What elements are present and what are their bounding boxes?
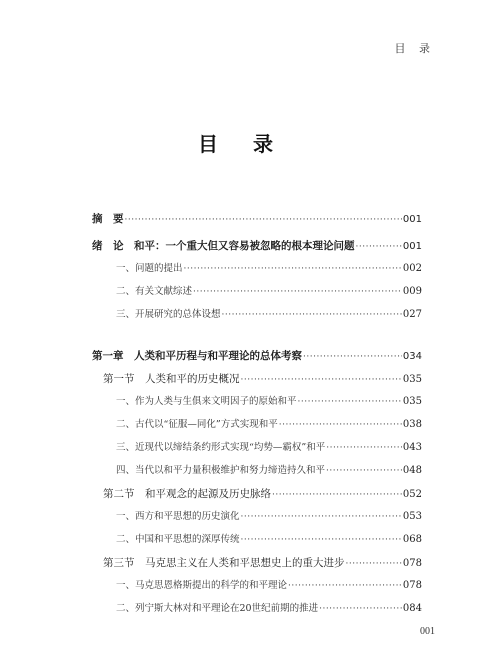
- toc-entry-ch1-section-2[interactable]: [92, 487, 422, 501]
- toc-entry-page: 002: [402, 263, 422, 274]
- toc-entry-page: 078: [402, 558, 422, 569]
- page-title: 目 录: [198, 132, 287, 156]
- toc-entry-label: 二、有关文献综述: [116, 286, 193, 297]
- page-number: 001: [420, 626, 435, 637]
- leader-dots: [346, 557, 402, 571]
- leader-dots: [356, 240, 402, 254]
- toc-entry-page: 053: [402, 511, 422, 522]
- toc-entry-page: 009: [402, 286, 422, 297]
- toc-entry-page: 084: [402, 603, 422, 614]
- toc-entry-page: 048: [402, 465, 422, 476]
- leader-dots: [326, 464, 402, 478]
- toc-entry-label: 一、西方和平思想的历史演化: [116, 511, 240, 522]
- toc-entry-label: 一、问题的提出: [116, 263, 183, 274]
- toc-entry-ch1-s1-item-1[interactable]: [92, 395, 422, 409]
- toc-entry-label: 二、中国和平思想的深厚传统: [116, 534, 240, 545]
- leader-dots: [222, 308, 402, 322]
- toc-entry-label: 第三节 马克思主义在人类和平思想史上的重大进步: [103, 557, 345, 569]
- toc-entry-label: 绪 论 和平：一个重大但又容易被忽略的根本理论问题: [92, 240, 355, 252]
- toc-entry-ch1-s3-item-1[interactable]: [92, 579, 422, 593]
- toc-entry-page: 078: [402, 580, 422, 591]
- leader-dots: [288, 579, 402, 593]
- toc-entry-page: 035: [402, 396, 422, 407]
- leader-dots: [326, 441, 402, 455]
- toc-entry-label: 一、作为人类与生俱来文明因子的原始和平: [116, 396, 297, 407]
- toc-entry-intro-section-2[interactable]: [92, 285, 422, 299]
- toc-entry-ch1-s2-item-1[interactable]: [92, 510, 422, 524]
- toc-entry-ch1-section-3[interactable]: [92, 556, 422, 570]
- toc-entry-label: 四、当代以和平力量积极维护和努力缔造持久和平: [116, 465, 326, 476]
- toc-entry-introduction[interactable]: [92, 239, 422, 253]
- leader-dots: [319, 602, 402, 616]
- leader-dots: [279, 418, 402, 432]
- toc-entry-label: 摘 要: [92, 213, 124, 225]
- toc-entry-label: 二、列宁斯大林对和平理论在20世纪前期的推进: [116, 603, 319, 614]
- toc-entry-page: 035: [402, 374, 422, 385]
- toc-entry-page: 043: [402, 442, 422, 453]
- leader-dots: [241, 533, 402, 547]
- toc-entry-label: 二、古代以“征服—同化”方式实现和平: [116, 419, 278, 430]
- toc-entry-page: 034: [402, 351, 422, 362]
- leader-dots: [184, 262, 402, 276]
- leader-dots: [193, 285, 402, 299]
- toc-entry-page: 038: [402, 419, 422, 430]
- toc-entry-page: 001: [402, 241, 422, 252]
- toc-entry-ch1-s1-item-3[interactable]: [92, 441, 422, 455]
- toc-entry-label: 第二节 和平观念的起源及历史脉络: [103, 488, 271, 500]
- toc-entry-ch1-s2-item-2[interactable]: [92, 533, 422, 547]
- leader-dots: [298, 395, 402, 409]
- toc-entry-label: 一、马克思恩格斯提出的科学的和平理论: [116, 580, 288, 591]
- toc-entry-ch1-s1-item-4[interactable]: [92, 464, 422, 478]
- toc-entry-page: 027: [402, 309, 422, 320]
- toc-entry-ch1-s3-item-2[interactable]: [92, 602, 422, 616]
- toc-entry-label: 三、开展研究的总体设想: [116, 309, 221, 320]
- leader-dots: [241, 510, 402, 524]
- toc-entry-ch1-s1-item-2[interactable]: [92, 418, 422, 432]
- toc-entry-chapter-1[interactable]: [92, 349, 422, 363]
- leader-dots: [303, 350, 402, 364]
- toc-entry-abstract[interactable]: [92, 212, 422, 226]
- toc-entry-label: 第一节 人类和平的历史概况: [103, 373, 240, 385]
- running-head: 目 录: [394, 42, 435, 55]
- leader-dots: [241, 373, 402, 387]
- toc-entry-intro-section-1[interactable]: [92, 262, 422, 276]
- toc-entry-page: 001: [402, 214, 422, 225]
- toc-entry-intro-section-3[interactable]: [92, 308, 422, 322]
- toc-entry-ch1-section-1[interactable]: [92, 372, 422, 386]
- toc-entry-page: 052: [402, 489, 422, 500]
- toc-entry-page: 068: [402, 534, 422, 545]
- toc-entry-label: 三、近现代以缔结条约形式实现“均势—霸权”和平: [116, 442, 326, 453]
- leader-dots: [125, 213, 402, 227]
- leader-dots: [272, 488, 402, 502]
- toc-entry-label: 第一章 人类和平历程与和平理论的总体考察: [92, 350, 302, 362]
